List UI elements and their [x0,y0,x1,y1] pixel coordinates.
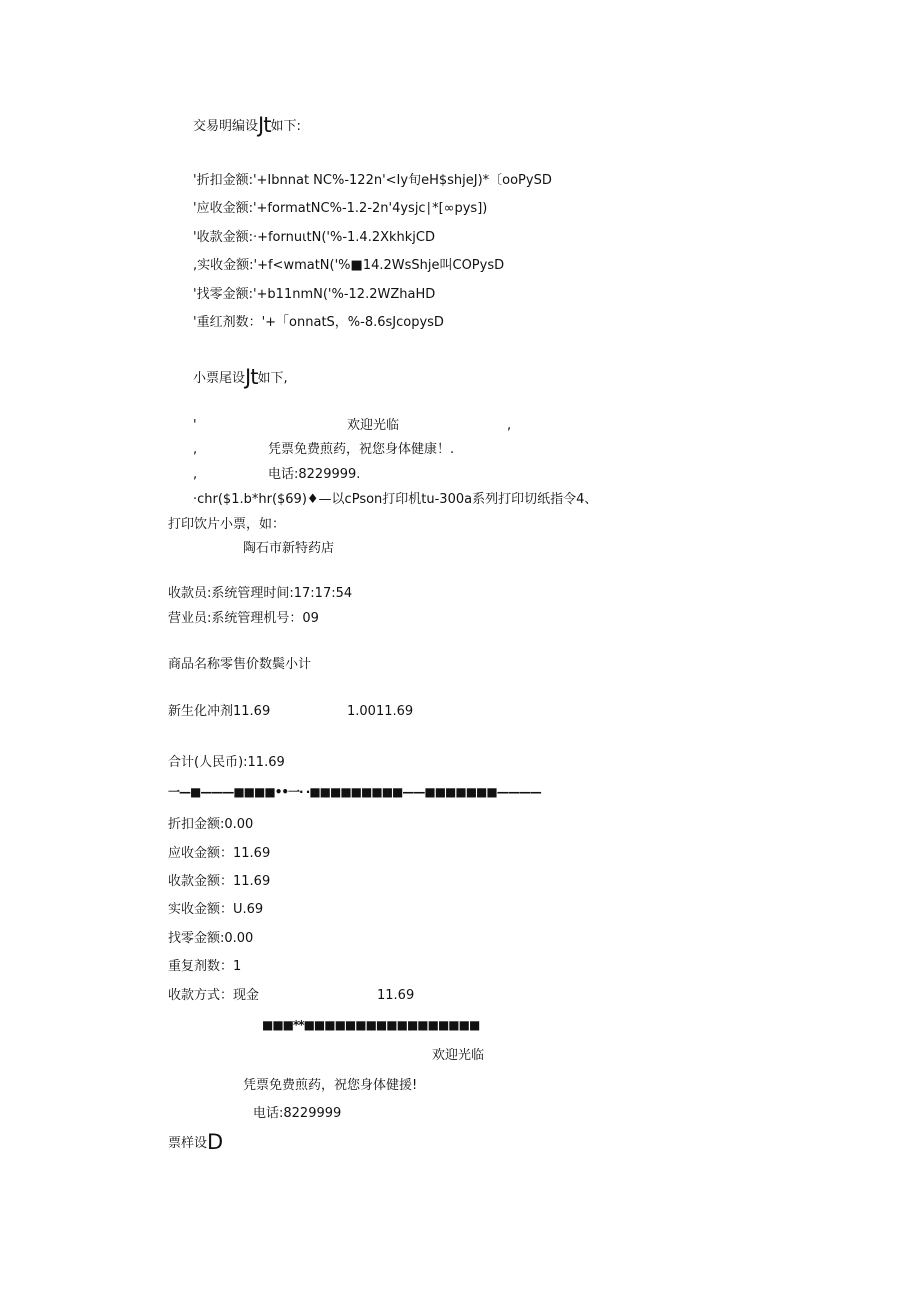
section2-title-big: Jt [245,365,258,389]
phone-line: 电话:8229999 [253,1106,342,1121]
change-line: 找零金额:0.00 [168,931,254,946]
section1-title-suffix: 如下: [270,119,301,134]
cashier-line: 收款员:系统管理时间:17:17:54 [168,586,353,601]
welcome-line: 欢迎光临 [432,1048,485,1063]
footer-title-prefix: 票样设 [168,1136,208,1151]
footer-row3-text: 电话:8229999. [268,467,361,482]
collected-line: 收款金额：11.69 [168,874,271,889]
receipt-intro: 打印饮片小票，如： [168,517,286,532]
code-line-change: '找零金额:'+b11nmN('%-12.2WZhaHD [193,287,436,302]
footer-row1-text: 欢迎光临 [347,418,400,433]
footer-title-big: D [207,1130,223,1154]
receivable-line: 应收金额：11.69 [168,846,271,861]
stars-line: ■■■**■■■■■■■■■■■■■■■■■ [262,1018,480,1032]
item-name: 新生化冲剂11.69 [168,704,271,719]
separator-line: 一—■———■■■■••一· ·■■■■■■■■■——■■■■■■■———— [168,785,541,799]
pay-method-line: 收款方式：现金 [168,988,260,1003]
section1-title [193,113,301,137]
actual-line: 实收金额：U.69 [168,902,264,917]
section2-title [193,365,288,389]
footer-title [168,1130,223,1154]
section1-title-prefix: 交易明编设 [193,119,259,134]
code-line-repeat: '重红剂数：'+「onnatS，%-8.6sJcopysD [193,315,444,330]
total-line: 合计(人民币):11.69 [168,755,285,770]
footer-row1-quote: ' [193,418,197,433]
discount-line: 折扣金额:0.00 [168,817,254,832]
section2-title-suffix: 如下, [257,371,288,386]
sales-line: 营业员:系统管理机号：09 [168,611,319,626]
pay-amount: 11.69 [377,988,415,1003]
free-decoct-line: 凭票免费煎药，祝您身体健援! [243,1078,418,1093]
item-rest: 1.0011.69 [347,704,414,719]
section1-title-big: Jt [258,113,271,137]
footer-row3-comma: , [193,467,198,482]
repeat-line: 重复剂数：1 [168,959,242,974]
footer-row2-text: 凭票免费煎药，祝您身体健康！. [268,442,455,457]
footer-row1-comma: , [507,418,512,433]
section2-title-prefix: 小票尾设 [193,371,246,386]
code-line-collected: '收款金额:·+fornuιtN('%-1.4.2XkhkjCD [193,230,435,245]
footer-row2-comma: , [193,442,198,457]
store-name: 陶石市新特药店 [243,541,335,556]
cut-command-line: ·chr($1.b*hr($69)♦—以cPson打印机tu-300a系列打印切纸指令4、 [193,492,598,507]
code-line-actual: ,实收金额:'+f<wmatN('%■14.2WsShje叫COPysD [193,258,505,273]
table-header: 商品名称零售价数鬓小计 [168,657,312,672]
code-line-discount: '折扣金额:'+Ibnnat NC%-122n'<Iy旬eH$shjeJ)*〔ooPySD [193,173,552,188]
code-line-receivable: '应收金额:'+formatNC%-1.2-2n'4ysjc∣*[∞pys]) [193,201,488,216]
